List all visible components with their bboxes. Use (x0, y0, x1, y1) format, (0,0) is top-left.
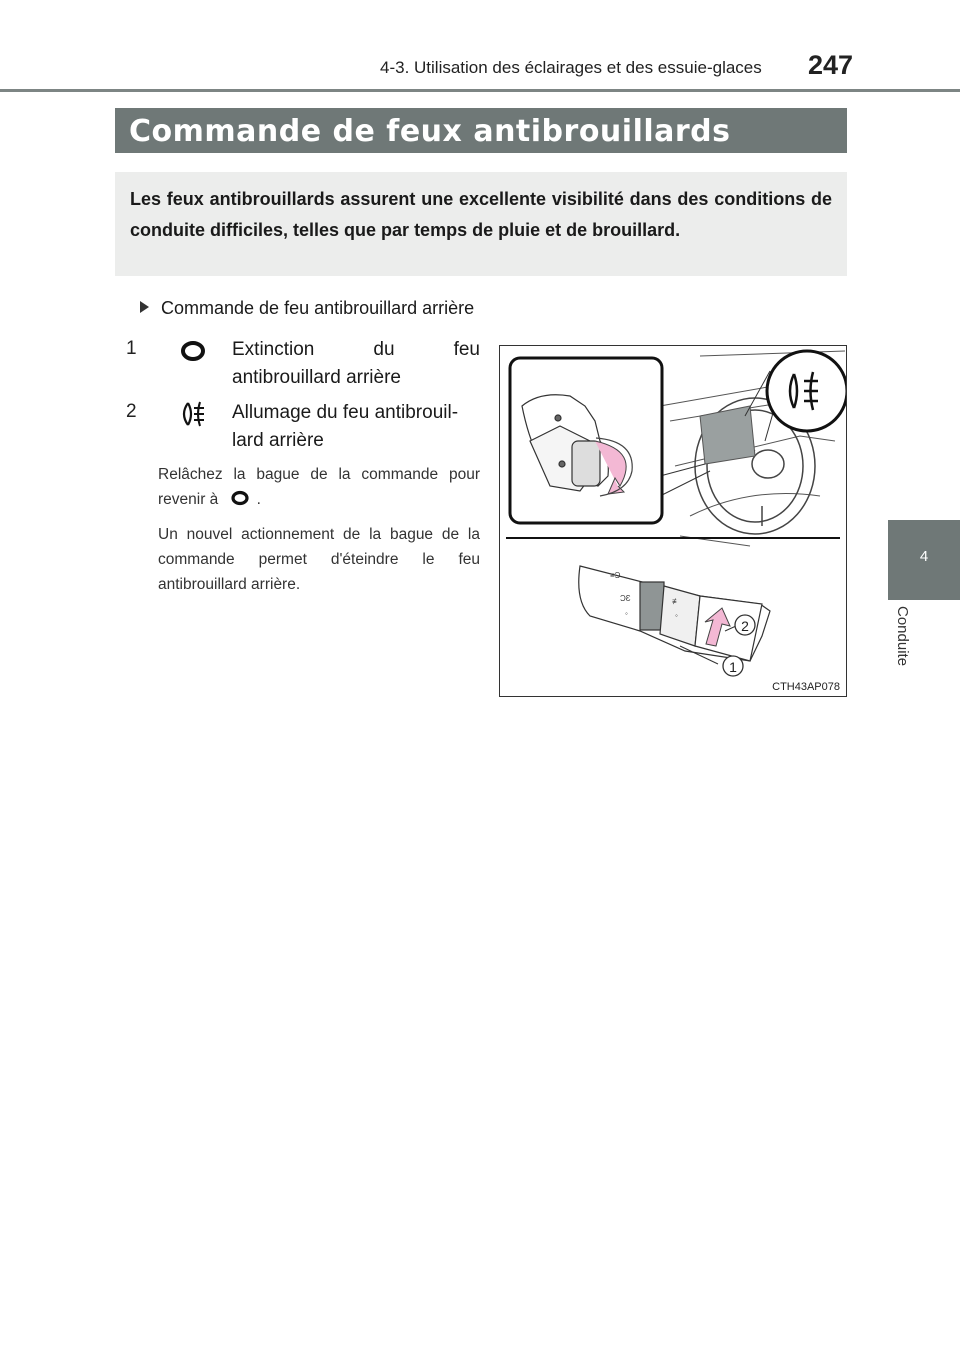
chapter-number: 4 (919, 548, 929, 565)
bullet-heading (140, 298, 474, 319)
figure-code: CTH43AP078 (772, 681, 840, 693)
chapter-tab (888, 520, 960, 600)
fog-off-icon (178, 336, 208, 371)
running-header-section: 4-3. Utilisation des éclairages et des essuie-glaces (380, 58, 762, 77)
title-banner (115, 108, 847, 153)
bullet-text: Commande de feu antibrouillard arrière (161, 298, 475, 318)
note-release-ring (158, 462, 480, 512)
note-1-text-before: Relâchez la bague de la commande pour revenir à (158, 466, 480, 508)
svg-text:◦: ◦ (625, 609, 628, 618)
page-title: Commande de feux antibrouillards (129, 114, 731, 149)
page-number: 247 (808, 50, 854, 80)
triangle-bullet-icon (140, 301, 149, 313)
svg-text:≡Ɔ: ≡Ɔ (610, 571, 621, 580)
intro-box (115, 172, 847, 276)
item-1-text: Extinction du feu antibrouillard arrière (232, 339, 480, 388)
switch-illustration (499, 345, 847, 697)
svg-text:ƆƐ: ƆƐ (620, 594, 631, 603)
illustration-drawing (500, 346, 846, 696)
rear-fog-icon (178, 399, 210, 434)
note-1-text-after: . (256, 491, 261, 508)
item-2-number: 2 (126, 401, 137, 422)
svg-text:◦: ◦ (675, 611, 678, 620)
chapter-label: Conduite (894, 606, 911, 667)
item-1-number: 1 (126, 338, 137, 359)
fog-off-icon-inline (227, 490, 253, 506)
header-rule (0, 89, 960, 92)
item-2-text: Allumage du feu antibrouil-lard arrière (232, 402, 459, 451)
chapter-label-container (882, 606, 932, 686)
note-second-action: Un nouvel actionnement de la bague de la commande permet d'éteindre le feu antibrouillard arrière. (158, 526, 480, 593)
callout-1: 1 (729, 659, 737, 675)
svg-text:≢: ≢ (672, 597, 680, 606)
callout-2: 2 (741, 618, 749, 634)
intro-text: Les feux antibrouillards assurent une excellente visibilité dans des conditions de conduite difficiles, telles que par temps de pluie et de brouillard. (130, 189, 832, 240)
